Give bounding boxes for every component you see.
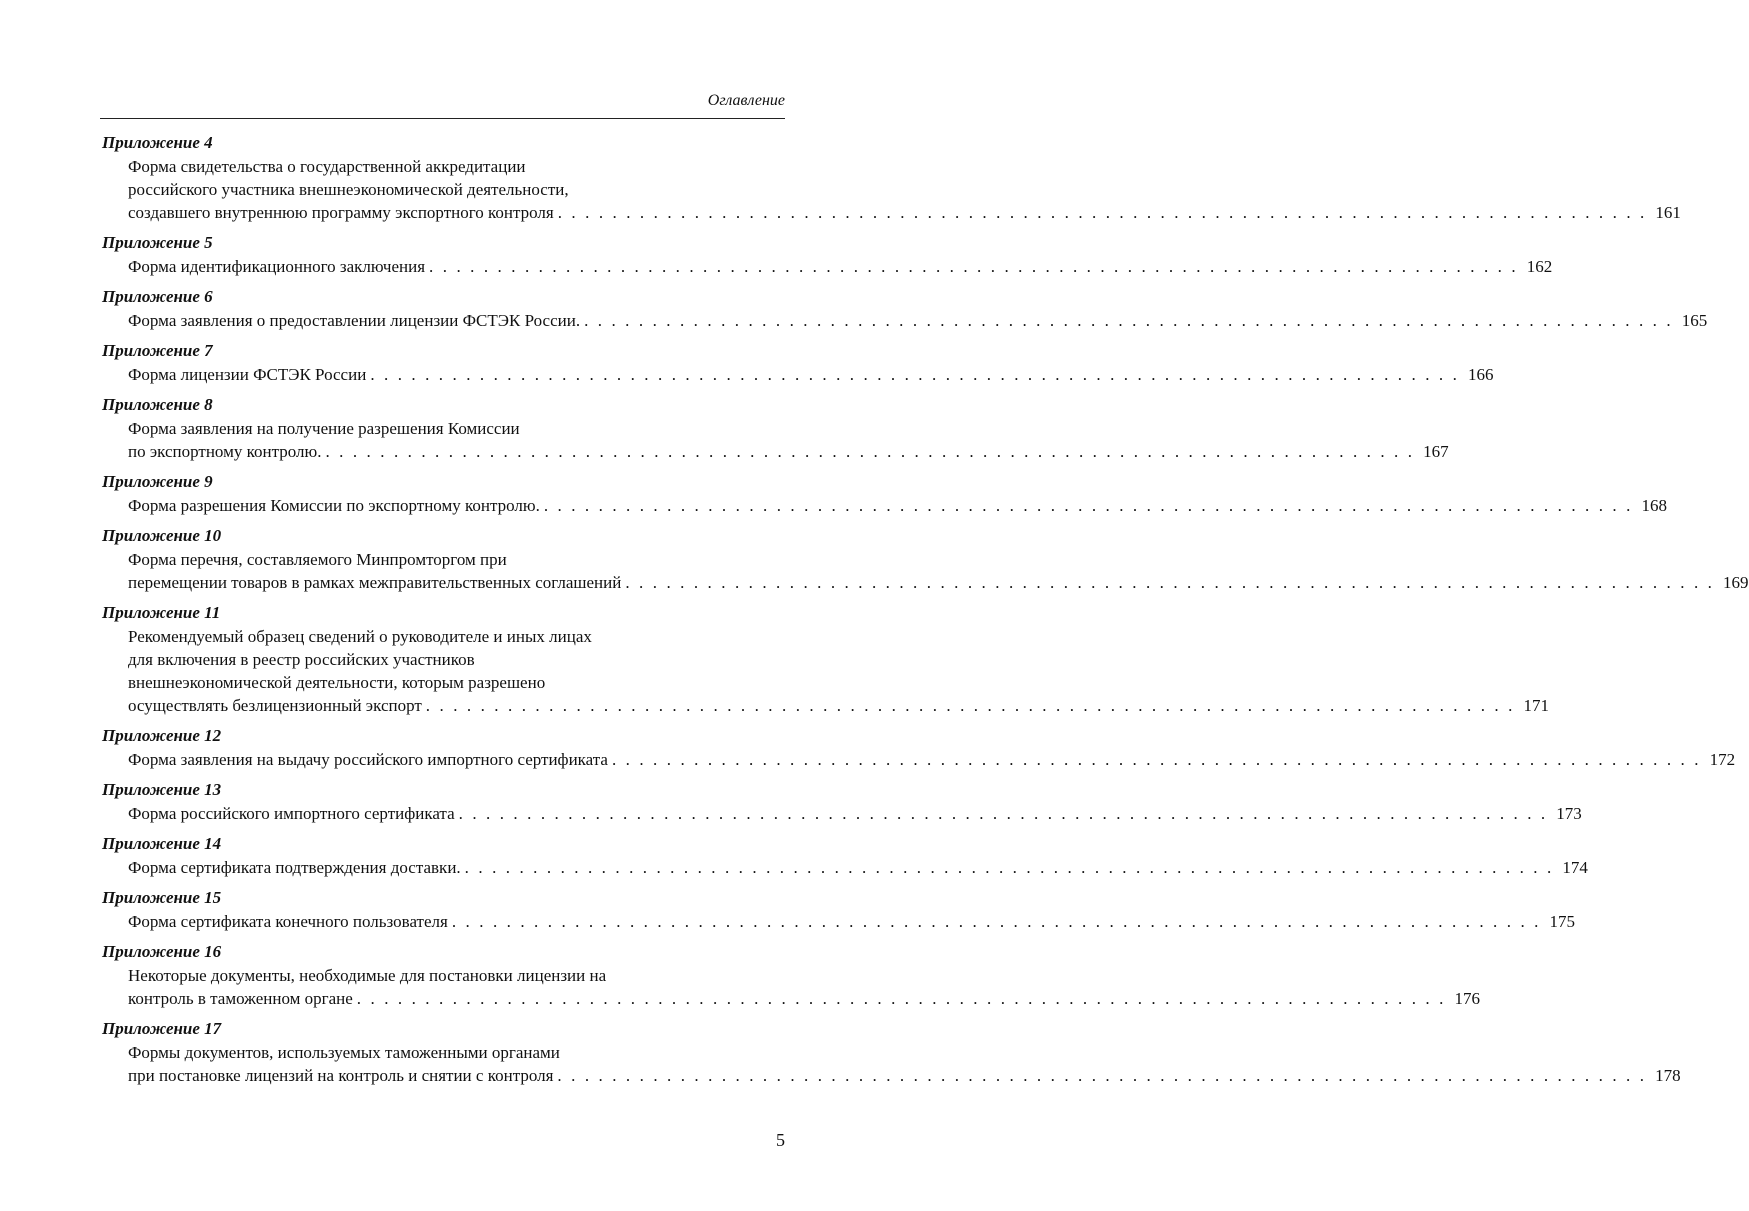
toc-entry-body: [102, 625, 1549, 717]
dot-leader: . . . . . . . . . . . . . . . . . . . . . . . . . . . . . . . . . . . . . . . . . . . . . . . . . . . . . . . . . . . . . . . . . . . . . . . . . . . . . . . .: [543, 496, 1633, 515]
toc-entry-last-line: [128, 1064, 1681, 1087]
toc-page-number: 173: [1556, 804, 1582, 823]
toc-page-number: 166: [1467, 365, 1494, 384]
toc-entry-label: Приложение 10: [102, 526, 222, 545]
toc-entry-label: Приложение 12: [102, 726, 222, 745]
toc-page-number: 165: [1681, 311, 1708, 330]
toc-entry-last-line: [128, 987, 1480, 1010]
toc-entry-title-line: для включения в реестр российских участников: [128, 650, 475, 669]
toc-entry-title-line: Форма перечня, составляемого Минпромторгом при: [128, 550, 507, 569]
dot-leader: . . . . . . . . . . . . . . . . . . . . . . . . . . . . . . . . . . . . . . . . . . . . . . . . . . . . . . . . . . . . . . . . . . . . . . . . . . . . . . . .: [451, 912, 1541, 931]
dot-leader: . . . . . . . . . . . . . . . . . . . . . . . . . . . . . . . . . . . . . . . . . . . . . . . . . . . . . . . . . . . . . . . . . . . . . . . . . . . . . . . .: [370, 365, 1460, 384]
dot-leader: . . . . . . . . . . . . . . . . . . . . . . . . . . . . . . . . . . . . . . . . . . . . . . . . . . . . . . . . . . . . . . . . . . . . . . . . . . . . . . . .: [625, 573, 1715, 592]
toc-entry-title-line: Форма заявления на выдачу российского импортного сертификата: [128, 750, 608, 769]
toc-entry-last-line: [128, 363, 1494, 386]
toc-entry[interactable]: [102, 1017, 1681, 1087]
toc-entry-last-line: [128, 748, 1736, 771]
toc-entry-title-line: Форма заявления о предоставлении лицензии ФСТЭК России.: [128, 311, 581, 330]
toc-page-number: 174: [1562, 858, 1588, 877]
toc-entry-title-line: создавшего внутреннюю программу экспортного контроля: [128, 203, 554, 222]
toc-entry-last-line: [128, 571, 1749, 594]
toc-entry-label: Приложение 17: [102, 1019, 222, 1038]
toc-page-number: 171: [1523, 696, 1549, 715]
toc-page-number: 161: [1655, 203, 1681, 222]
toc-entry[interactable]: [102, 231, 1553, 278]
dot-leader: . . . . . . . . . . . . . . . . . . . . . . . . . . . . . . . . . . . . . . . . . . . . . . . . . . . . . . . . . . . . . . . . . . . . . . . . . . . . . . . .: [584, 311, 1674, 330]
toc-entry-title-line: Форма свидетельства о государственной аккредитации: [128, 157, 526, 176]
toc-entry-title-line: Некоторые документы, необходимые для постановки лицензии на: [128, 966, 607, 985]
toc-entry-last-line: [128, 802, 1582, 825]
toc-entry-title-line: Форма заявления на получение разрешения Комиссии: [128, 419, 520, 438]
toc-entry-body: [102, 494, 1667, 517]
toc-page-number: 176: [1454, 989, 1480, 1008]
toc-entry-title-line: Форма разрешения Комиссии по экспортному контролю.: [128, 496, 540, 515]
toc-entry-title-line: Форма российского импортного сертификата: [128, 804, 455, 823]
toc-entry-body: [102, 309, 1708, 332]
toc-entry-body: [102, 417, 1449, 463]
toc-entry-last-line: [128, 201, 1681, 224]
toc-entry[interactable]: [102, 886, 1575, 933]
toc-page-number: 167: [1423, 442, 1449, 461]
toc-entry-last-line: [128, 494, 1667, 517]
toc-entry-label: Приложение 14: [102, 834, 222, 853]
toc-entry-last-line: [128, 910, 1575, 933]
toc-entry[interactable]: [102, 778, 1582, 825]
dot-leader: . . . . . . . . . . . . . . . . . . . . . . . . . . . . . . . . . . . . . . . . . . . . . . . . . . . . . . . . . . . . . . . . . . . . . . . . . . . . . . . .: [425, 696, 1515, 715]
toc-entry-title-line: Форма сертификата конечного пользователя: [128, 912, 448, 931]
running-header-title: Оглавление: [707, 92, 785, 109]
page-number: 5: [776, 1130, 785, 1150]
toc-entry-title-line: перемещении товаров в рамках межправительственных соглашений: [128, 573, 622, 592]
toc-entry-body: [102, 363, 1494, 386]
toc-entry-label: Приложение 13: [102, 780, 222, 799]
dot-leader: . . . . . . . . . . . . . . . . . . . . . . . . . . . . . . . . . . . . . . . . . . . . . . . . . . . . . . . . . . . . . . . . . . . . . . . . . . . . . . . .: [429, 257, 1519, 276]
toc-entry[interactable]: [102, 832, 1588, 879]
toc-page-number: 162: [1526, 257, 1553, 276]
dot-leader: . . . . . . . . . . . . . . . . . . . . . . . . . . . . . . . . . . . . . . . . . . . . . . . . . . . . . . . . . . . . . . . . . . . . . . . . . . . . . . . .: [557, 1066, 1647, 1085]
toc-entry[interactable]: [102, 724, 1736, 771]
toc-entry-label: Приложение 6: [102, 287, 213, 306]
toc-entry-title-line: российского участника внешнеэкономической деятельности,: [128, 180, 569, 199]
toc-entry-title-line: Форма идентификационного заключения: [128, 257, 426, 276]
toc-entry-body: [102, 255, 1553, 278]
toc-entry-body: [102, 910, 1575, 933]
dot-leader: . . . . . . . . . . . . . . . . . . . . . . . . . . . . . . . . . . . . . . . . . . . . . . . . . . . . . . . . . . . . . . . . . . . . . . . . . . . . . . . .: [458, 804, 1548, 823]
toc-entry-title-line: Формы документов, используемых таможенными органами: [128, 1043, 560, 1062]
toc-entry-title-line: Форма сертификата подтверждения доставки.: [128, 858, 461, 877]
toc-entry-last-line: [128, 440, 1449, 463]
toc-page-number: 169: [1723, 573, 1749, 592]
toc-entry-last-line: [128, 309, 1708, 332]
toc-entry-body: [102, 856, 1588, 879]
toc-page-number: 175: [1549, 912, 1575, 931]
toc-entry-label: Приложение 4: [102, 133, 213, 152]
table-of-contents: [102, 131, 1749, 1094]
toc-entry[interactable]: [102, 131, 1681, 224]
dot-leader: . . . . . . . . . . . . . . . . . . . . . . . . . . . . . . . . . . . . . . . . . . . . . . . . . . . . . . . . . . . . . . . . . . . . . . . . . . . . . . . .: [557, 203, 1647, 222]
toc-entry-body: [102, 548, 1749, 594]
toc-entry-last-line: [128, 856, 1588, 879]
toc-entry-body: [102, 1041, 1681, 1087]
toc-page-number: 172: [1709, 750, 1736, 769]
toc-entry-last-line: [128, 255, 1553, 278]
toc-entry[interactable]: [102, 940, 1480, 1010]
toc-entry-label: Приложение 7: [102, 341, 213, 360]
toc-entry-label: Приложение 15: [102, 888, 222, 907]
toc-page-number: 168: [1641, 496, 1667, 515]
toc-entry-label: Приложение 11: [102, 603, 221, 622]
toc-entry-label: Приложение 8: [102, 395, 213, 414]
toc-entry-label: Приложение 16: [102, 942, 222, 961]
toc-entry-body: [102, 748, 1736, 771]
toc-entry[interactable]: [102, 601, 1549, 717]
toc-entry-body: [102, 964, 1480, 1010]
toc-entry-last-line: [128, 694, 1549, 717]
dot-leader: . . . . . . . . . . . . . . . . . . . . . . . . . . . . . . . . . . . . . . . . . . . . . . . . . . . . . . . . . . . . . . . . . . . . . . . . . . . . . . . .: [611, 750, 1702, 769]
toc-entry-title-line: Рекомендуемый образец сведений о руководителе и иных лицах: [128, 627, 592, 646]
toc-entry-title-line: контроль в таможенном органе: [128, 989, 353, 1008]
toc-entry-title-line: внешнеэкономической деятельности, которым разрешено: [128, 673, 546, 692]
toc-entry[interactable]: [102, 339, 1494, 386]
toc-entry-title-line: Форма лицензии ФСТЭК России: [128, 365, 367, 384]
toc-entry-title-line: осуществлять безлицензионный экспорт: [128, 696, 422, 715]
toc-entry-title-line: по экспортному контролю.: [128, 442, 322, 461]
toc-entry-body: [102, 155, 1681, 224]
dot-leader: . . . . . . . . . . . . . . . . . . . . . . . . . . . . . . . . . . . . . . . . . . . . . . . . . . . . . . . . . . . . . . . . . . . . . . . . . . . . . . . .: [356, 989, 1446, 1008]
running-header: [100, 90, 785, 119]
toc-page-number: 178: [1655, 1066, 1681, 1085]
toc-entry[interactable]: [102, 524, 1749, 594]
toc-entry-label: Приложение 5: [102, 233, 213, 252]
toc-entry-label: Приложение 9: [102, 472, 213, 491]
dot-leader: . . . . . . . . . . . . . . . . . . . . . . . . . . . . . . . . . . . . . . . . . . . . . . . . . . . . . . . . . . . . . . . . . . . . . . . . . . . . . . . .: [325, 442, 1415, 461]
dot-leader: . . . . . . . . . . . . . . . . . . . . . . . . . . . . . . . . . . . . . . . . . . . . . . . . . . . . . . . . . . . . . . . . . . . . . . . . . . . . . . . .: [464, 858, 1554, 877]
toc-entry-body: [102, 802, 1582, 825]
toc-entry[interactable]: [102, 393, 1449, 463]
toc-entry[interactable]: [102, 285, 1708, 332]
toc-entry[interactable]: [102, 470, 1667, 517]
toc-entry-title-line: при постановке лицензий на контроль и снятии с контроля: [128, 1066, 554, 1085]
